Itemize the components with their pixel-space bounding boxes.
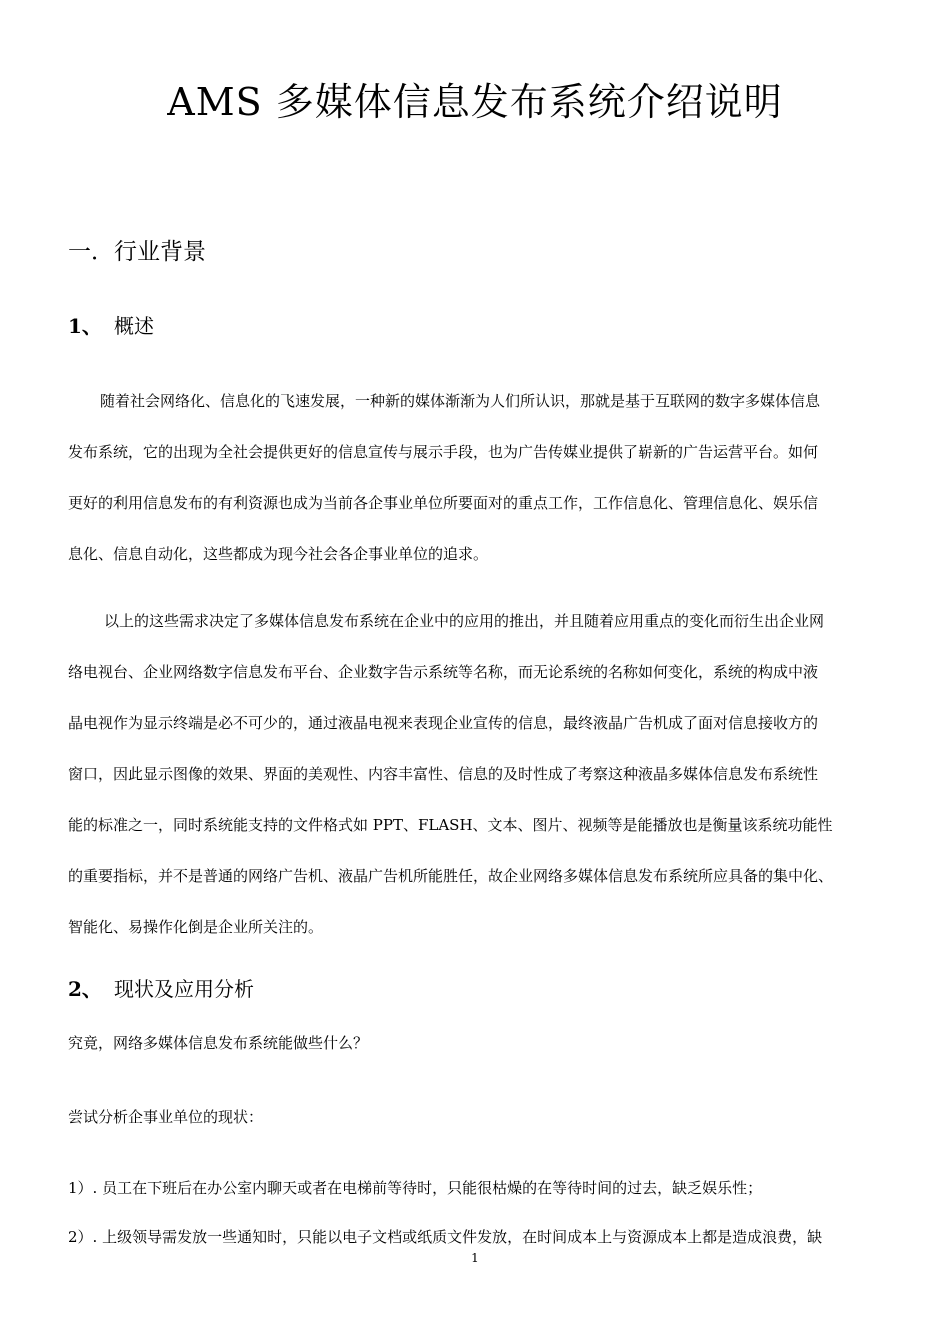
- list-item: 2）. 上级领导需发放一些通知时，只能以电子文档或纸质文件发放，在时间成本上与资源成本上都是造成浪费，缺: [68, 1228, 823, 1246]
- subsection-heading-analysis: [68, 975, 254, 1003]
- document-title: AMS 多媒体信息发布系统介绍说明: [167, 80, 783, 124]
- paragraph-overview-1: [68, 376, 906, 580]
- question-text: 究竟，网络多媒体信息发布系统能做些什么？: [68, 1034, 369, 1052]
- paragraph-line: 息化、信息自动化，这些都成为现今社会各企事业单位的追求。: [68, 545, 489, 563]
- subsection-number: 2、: [68, 977, 102, 1001]
- list-item: 1）. 员工在下班后在办公室内聊天或者在电梯前等待时，只能很枯燥的在等待时间的过去，缺乏娱乐性；: [68, 1179, 763, 1197]
- paragraph-line: 络电视台、企业网络数字信息发布平台、企业数字告示系统等名称，而无论系统的名称如何变化，系统的构成中液: [68, 663, 819, 681]
- paragraph-line: 随着社会网络化、信息化的飞速发展，一种新的媒体渐渐为人们所认识，那就是基于互联网的数字多媒体信息: [100, 392, 821, 410]
- subsection-number: 1、: [68, 314, 102, 338]
- section-heading: 一．行业背景: [68, 239, 206, 265]
- paragraph-line: 的重要指标，并不是普通的网络广告机、液晶广告机所能胜任，故企业网络多媒体信息发布系统所应具备的集中化、: [68, 867, 834, 885]
- paragraph-line: 智能化、易操作化倒是企业所关注的。: [68, 918, 324, 936]
- subsection-label: 概述: [114, 314, 154, 338]
- paragraph-line: 晶电视作为显示终端是必不可少的，通过液晶电视来表现企业宣传的信息，最终液晶广告机成了面对信息接收方的: [68, 714, 819, 732]
- paragraph-line: 以上的这些需求决定了多媒体信息发布系统在企业中的应用的推出，并且随着应用重点的变化而衍生出企业网: [104, 612, 825, 630]
- subsection-label: 现状及应用分析: [114, 977, 254, 1001]
- paragraph-line: 能的标准之一，同时系统能支持的文件格式如 PPT、FLASH、文本、图片、视频等是能播放也是衡量该系统功能性: [68, 816, 833, 834]
- paragraph-overview-2: [68, 596, 906, 953]
- paragraph-line: 更好的利用信息发布的有利资源也成为当前各企事业单位所要面对的重点工作，工作信息化、管理信息化、娱乐信: [68, 494, 819, 512]
- page-number: 1: [471, 1251, 479, 1265]
- paragraph-line: 窗口，因此显示图像的效果、界面的美观性、内容丰富性、信息的及时性成了考察这种液晶多媒体信息发布系统性: [68, 765, 819, 783]
- paragraph-line: 发布系统，它的出现为全社会提供更好的信息宣传与展示手段，也为广告传媒业提供了崭新的广告运营平台。如何: [68, 443, 819, 461]
- analysis-intro: 尝试分析企事业单位的现状：: [68, 1108, 264, 1126]
- subsection-heading-overview: [68, 312, 154, 340]
